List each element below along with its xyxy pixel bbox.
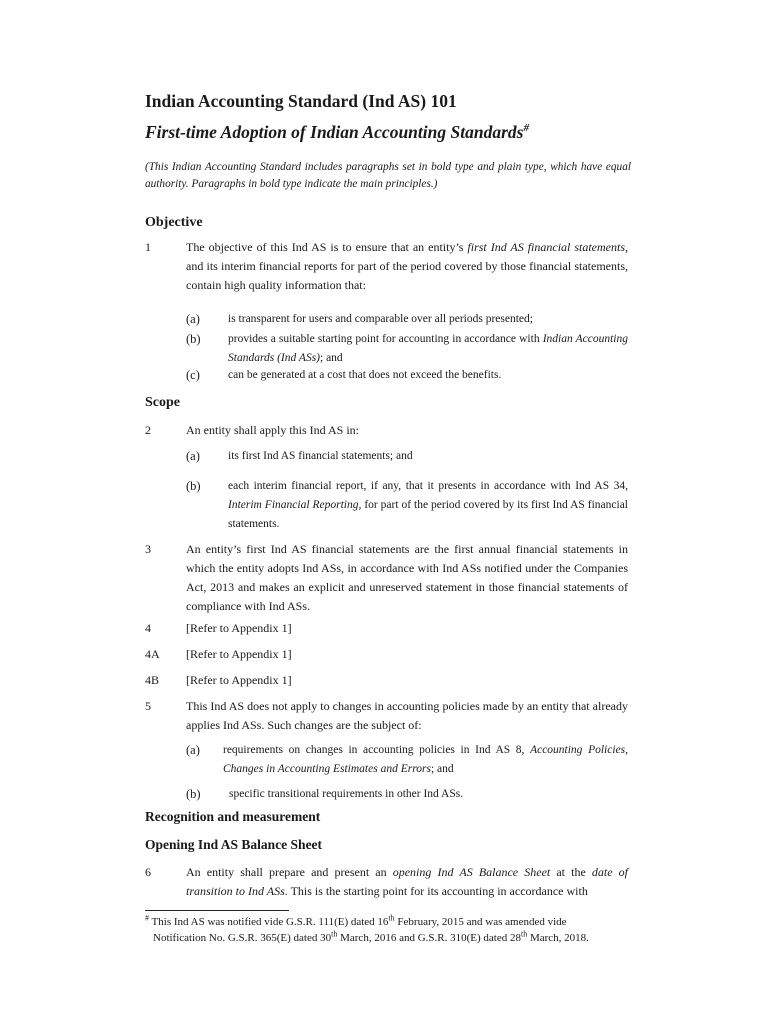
objective-heading: Objective: [145, 215, 203, 230]
item-5a-text-part: ; and: [430, 763, 454, 775]
para-6-number: 6: [145, 865, 151, 879]
intro-note: (This Indian Accounting Standard includes paragraphs set in bold type and plain type, which have equal authority. Paragraphs in bold type indicate the main principles.): [145, 161, 631, 190]
para-4a-number: 4A: [145, 647, 160, 661]
para-6-text-part: . This is the starting point for its accounting in accordance with: [284, 884, 588, 898]
para-1-text-part: , and its interim financial reports for part of the period covered by those financial statements, contain high quality information that:: [186, 240, 628, 292]
footnote-line-1: [145, 914, 635, 930]
item-1b-text-part: provides a suitable starting point for accounting in accordance with: [228, 333, 543, 345]
item-2b-label: (b): [186, 479, 201, 493]
item-5b-label: (b): [186, 787, 201, 801]
item-2b-text-part: for part of the period covered by its first Ind AS financial statements.: [228, 499, 628, 530]
para-4a-text: [Refer to Appendix 1]: [186, 647, 292, 661]
document-title: Indian Accounting Standard (Ind AS) 101: [145, 91, 457, 111]
para-3-number: 3: [145, 542, 151, 556]
para-1-text: [186, 238, 628, 295]
footnote-mark: #: [145, 913, 149, 923]
footnote-ordinal: th: [388, 913, 395, 923]
footnote: [145, 914, 635, 946]
footnote-divider: [145, 910, 289, 911]
item-1b-text: [228, 330, 628, 368]
footnote-text-part: March, 2016 and G.S.R. 310(E) dated 28: [337, 932, 521, 944]
item-5a-text: [223, 741, 628, 779]
item-2a-text: its first Ind AS financial statements; and: [228, 450, 413, 462]
para-4b-number: 4B: [145, 673, 160, 687]
para-6-emphasis: opening Ind AS Balance Sheet: [392, 865, 551, 879]
para-1-text-part: The objective of this Ind AS is to ensure that an entity’s: [186, 240, 468, 254]
item-2b-text-part: each interim financial report, if any, that it presents in accordance with Ind AS 34,: [228, 480, 628, 492]
para-3-text: An entity’s first Ind AS financial statements are the first annual financial statements in which the entity adopts Ind ASs, in accordance with Ind ASs notified under the Companies Act, 2013 and makes an explicit and unreserved statement in those financial statements of compliance with Ind ASs.: [186, 542, 628, 613]
item-1c-text: can be generated at a cost that does not exceed the benefits.: [228, 369, 502, 381]
item-5a-label: (a): [186, 743, 200, 757]
footnote-text-part: Notification No. G.S.R. 365(E) dated 30: [153, 932, 332, 944]
document-subtitle: [145, 122, 529, 143]
item-5a-text-part: requirements on changes in accounting policies in Ind AS 8,: [223, 744, 531, 756]
para-2-number: 2: [145, 423, 151, 437]
para-4-number: 4: [145, 621, 151, 635]
item-1a-text: is transparent for users and comparable over all periods presented;: [228, 313, 533, 325]
opening-balance-sheet-heading: Opening Ind AS Balance Sheet: [145, 837, 323, 852]
item-2a-label: (a): [186, 449, 200, 463]
footnote-line-2: [145, 930, 635, 946]
footnote-text-part: February, 2015 and was amended vide: [394, 916, 567, 928]
para-1-number: 1: [145, 240, 151, 254]
recognition-heading: Recognition and measurement: [145, 809, 321, 824]
subtitle-text: First-time Adoption of Indian Accounting Standards: [145, 122, 524, 142]
item-1b-emphasis: Indian Accounting Standards (Ind ASs): [228, 333, 628, 364]
footnote-ordinal: th: [331, 929, 338, 939]
para-6-text-part: at the: [550, 865, 592, 879]
footnote-text-part: March, 2018.: [527, 932, 589, 944]
item-1a-label: (a): [186, 312, 200, 326]
footnote-ordinal: th: [520, 929, 528, 939]
item-2b-emphasis: Interim Financial Reporting,: [228, 499, 362, 511]
para-1-emphasis: first Ind AS financial statements: [467, 240, 625, 254]
para-4-text: [Refer to Appendix 1]: [186, 621, 292, 635]
item-2b-text: [228, 477, 628, 534]
item-1c-label: (c): [186, 368, 200, 382]
para-5-number: 5: [145, 699, 151, 713]
footnote-text-part: This Ind AS was notified vide G.S.R. 111(E) dated 16: [149, 916, 389, 928]
item-1b-label: (b): [186, 332, 201, 346]
item-5b-text: specific transitional requirements in other Ind ASs.: [229, 788, 464, 800]
item-5a-emphasis: Accounting Policies, Changes in Accounting Estimates and Errors: [223, 744, 628, 775]
item-1b-text-part: ; and: [320, 352, 343, 364]
para-6-text: [186, 863, 628, 901]
para-4b-text: [Refer to Appendix 1]: [186, 673, 292, 687]
para-5-text: This Ind AS does not apply to changes in accounting policies made by an entity that already applies Ind ASs. Such changes are the subject of:: [186, 699, 628, 732]
subtitle-footnote-mark: #: [523, 122, 529, 135]
para-6-emphasis: date of transition to Ind ASs: [186, 865, 628, 898]
scope-heading: Scope: [145, 395, 180, 410]
para-2-text: An entity shall apply this Ind AS in:: [186, 423, 359, 437]
para-6-text-part: An entity shall prepare and present an: [186, 865, 393, 879]
